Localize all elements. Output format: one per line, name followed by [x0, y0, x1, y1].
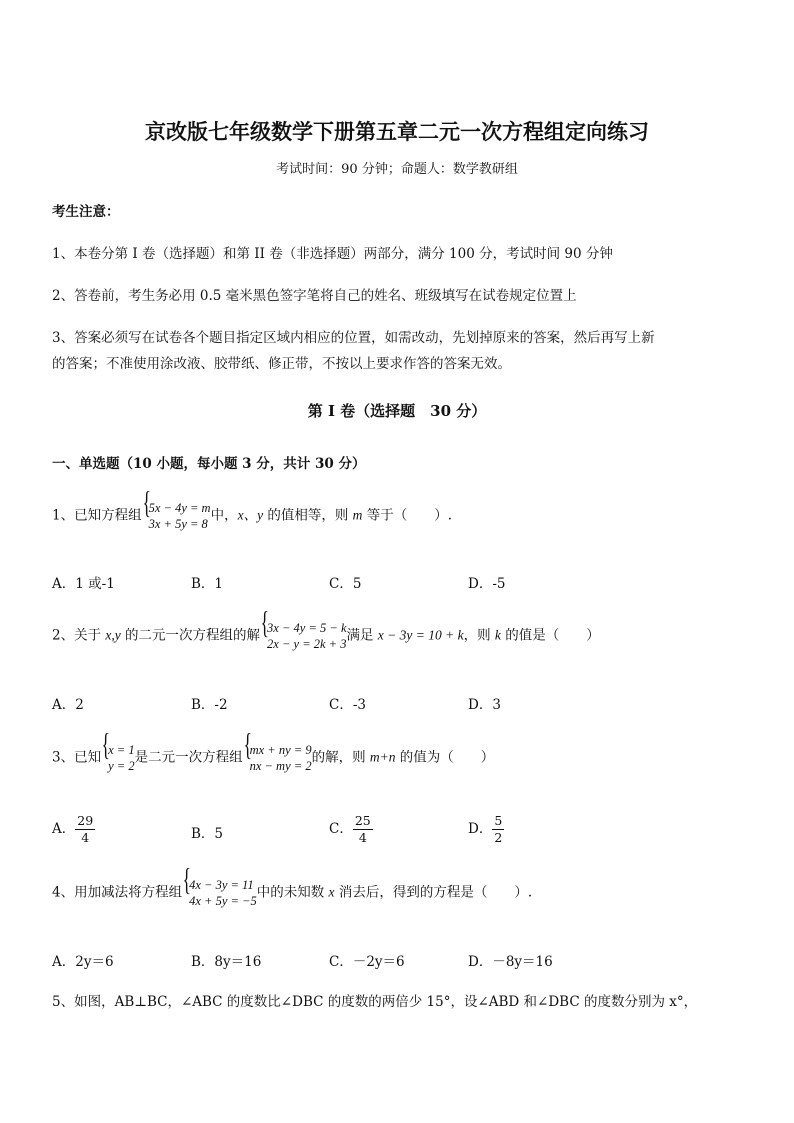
- q2-mid3: ，则: [463, 627, 495, 644]
- numerator: 29: [77, 813, 94, 828]
- denominator: 4: [358, 830, 367, 845]
- q2-prefix: 2、关于: [52, 627, 106, 644]
- q2-option-c: C．-3: [329, 697, 366, 713]
- q1-option-c: C．5: [329, 576, 362, 592]
- q3-mid2: 的解，则: [311, 749, 370, 766]
- q2-equation-system: [260, 620, 346, 652]
- q4-suffix: 消去后，得到的方程是（ ）.: [334, 884, 533, 901]
- q3-option-a-fraction: [75, 813, 95, 846]
- q3-suffix: 的值为（ ）: [395, 749, 495, 766]
- q3-option-d: [468, 813, 504, 846]
- q1-xy: x、y: [237, 507, 264, 523]
- notice-heading: 考生注意：: [52, 204, 120, 220]
- denominator: 4: [81, 830, 90, 845]
- q1-option-b: B．1: [191, 576, 224, 592]
- question-5: 5、如图，AB⊥BC，∠ABC 的度数比∠DBC 的度数的两倍少 15°，设∠ABD 和∠DBC 的度数分别为 x°，: [52, 994, 698, 1010]
- q4-eq1: { 4x − 3y = 11: [189, 878, 254, 892]
- q4-prefix: 4、用加减法将方程组: [52, 884, 183, 901]
- q3-option-b: B．5: [191, 826, 224, 842]
- q1-option-a: A．1 或-1: [52, 576, 115, 592]
- q1-mid1: 中，: [210, 507, 238, 524]
- q4-option-d: D．－8y＝16: [468, 954, 553, 970]
- q3-option-c: [329, 813, 373, 846]
- q3-expr: m+n: [369, 749, 396, 765]
- notice-item-3-cont: 的答案；不准使用涂改液、胶带纸、修正带，不按以上要求作答的答案无效。: [52, 356, 511, 372]
- q1-eq2: 3x + 5y = 8: [148, 517, 208, 531]
- q3-solution-system: [101, 742, 134, 774]
- q4-option-a: A．2y＝6: [52, 954, 114, 970]
- question-4: [52, 877, 532, 909]
- notice-item-3: 3、答案必须写在试卷各个题目指定区域内相应的位置，如需改动，先划掉原来的答案，然后再写上新: [52, 330, 655, 346]
- exam-info: 考试时间：90 分钟；命题人：数学教研组: [276, 162, 518, 177]
- section-title: 第 I 卷（选择题 30 分）: [307, 402, 487, 420]
- notice-item-2: 2、答卷前，考生务必用 0.5 毫米黑色签字笔将自己的姓名、班级填写在试卷规定位置上: [52, 288, 577, 304]
- q3-eq2: nx − my = 2: [249, 759, 312, 773]
- q2-k: k: [494, 627, 501, 643]
- numerator: 25: [354, 813, 371, 828]
- q4-x: x: [328, 884, 335, 900]
- q3-option-a: [52, 813, 95, 846]
- q1-equation-system: [142, 500, 211, 532]
- question-2: [52, 620, 600, 652]
- q2-option-b: B．-2: [191, 697, 228, 713]
- part-heading: 一、单选题（10 小题，每小题 3 分，共计 30 分）: [52, 456, 366, 472]
- q4-eq2: 4x + 5y = −5: [189, 894, 257, 908]
- q3-mid1: 是二元一次方程组: [134, 749, 243, 766]
- q2-eq2: 2x − y = 2k + 3: [267, 637, 347, 651]
- question-1: [52, 500, 452, 532]
- q2-mid2: 满足: [346, 627, 378, 644]
- q2-eq1: { 3x − 4y = 5 − k: [267, 621, 347, 635]
- q2-suffix: 的值是（ ）: [500, 627, 600, 644]
- q2-option-d: D．3: [468, 697, 501, 713]
- denominator: 2: [494, 830, 503, 845]
- page-title: 京改版七年级数学下册第五章二元一次方程组定向练习: [145, 119, 649, 144]
- q3-sol2: y = 2: [108, 759, 135, 773]
- q3-eq1: { mx + ny = 9: [249, 743, 312, 757]
- q3-option-c-fraction: [353, 813, 373, 846]
- q3-option-c-label: C．: [329, 821, 353, 837]
- q3-option-a-label: A．: [52, 821, 76, 837]
- q3-option-d-label: D．: [468, 821, 493, 837]
- q1-option-d: D．-5: [468, 576, 506, 592]
- q4-mid1: 中的未知数: [256, 884, 329, 901]
- question-3: [52, 742, 494, 774]
- q4-equation-system: [182, 877, 257, 909]
- q3-equation-system: [243, 742, 312, 774]
- q1-eq1: { 5x − 4y = m: [148, 501, 211, 515]
- q2-option-a: A．2: [52, 697, 84, 713]
- notice-item-1: 1、本卷分第 I 卷（选择题）和第 II 卷（非选择题）两部分，满分 100 分，考试时间 90 分钟: [52, 246, 613, 262]
- q2-xy: x,y: [105, 627, 121, 643]
- q4-option-c: C．－2y＝6: [329, 954, 405, 970]
- numerator: 5: [494, 813, 503, 828]
- q1-suffix: 等于（ ）.: [362, 507, 453, 524]
- q3-option-d-fraction: [492, 813, 504, 846]
- q2-condition: x − 3y = 10 + k: [377, 627, 464, 643]
- q1-prefix: 1、已知方程组: [52, 507, 142, 524]
- q4-option-b: B．8y＝16: [191, 954, 262, 970]
- q2-mid1: 的二元一次方程组的解: [120, 627, 261, 644]
- q3-prefix: 3、已知: [52, 749, 102, 766]
- q1-m: m: [352, 507, 363, 523]
- q3-sol1: { x = 1: [108, 743, 135, 757]
- q1-mid2: 的值相等，则: [263, 507, 353, 524]
